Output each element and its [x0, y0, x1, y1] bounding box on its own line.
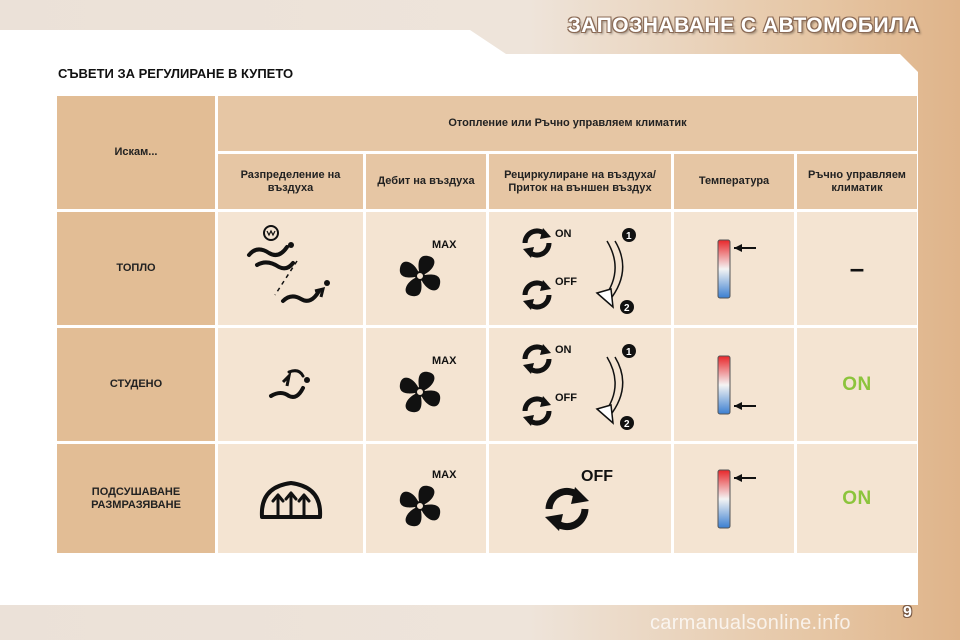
recirc-step-2: 2: [624, 302, 630, 314]
recirculation-cell-demist: [489, 444, 671, 553]
fan-max-icon: [386, 350, 466, 420]
recirc-off-label: OFF: [581, 467, 613, 485]
recirculation-cell-cold: [489, 328, 671, 441]
temperature-warm-icon: [704, 464, 764, 534]
recirculation-on-off-icon: [515, 219, 645, 319]
ac-cell-demist: [797, 444, 917, 553]
fan-max-label: MAX: [432, 238, 457, 251]
recirc-step-1: 1: [626, 346, 632, 358]
page-header-title: ЗАПОЗНАВАНЕ С АВТОМОБИЛА: [567, 14, 920, 37]
face-airflow-icon: [261, 360, 321, 410]
flow-cell-cold: [366, 328, 486, 441]
column-header-distribution: Разпределение на въздуха: [218, 154, 363, 209]
distribution-cell-cold: [218, 328, 363, 441]
row-label-demist: ПОДСУШАВАНЕ РАЗМРАЗЯВАНЕ: [57, 444, 215, 553]
settings-table: [57, 96, 917, 553]
column-header-ac: Ръчно управляем климатик: [797, 154, 917, 209]
row-label-warm: ТОПЛО: [57, 212, 215, 325]
recirculation-off-icon: [525, 459, 635, 539]
recirc-off-label: OFF: [555, 391, 577, 404]
ac-on-label: ON: [842, 488, 872, 509]
fan-max-icon: [386, 234, 466, 304]
recirc-step-1: 1: [626, 230, 632, 242]
recirc-on-label: ON: [555, 227, 572, 240]
ac-cell-warm: [797, 212, 917, 325]
column-header-flow: Дебит на въздуха: [366, 154, 486, 209]
fan-max-label: MAX: [432, 468, 457, 481]
temperature-warm-icon: [704, 234, 764, 304]
ac-cell-cold: [797, 328, 917, 441]
distribution-cell-demist: [218, 444, 363, 553]
section-title: СЪВЕТИ ЗА РЕГУЛИРАНЕ В КУПЕТО: [58, 66, 294, 81]
recirc-step-2: 2: [624, 418, 630, 430]
row-label-cold: СТУДЕНО: [57, 328, 215, 441]
flow-cell-demist: [366, 444, 486, 553]
recirc-on-label: ON: [555, 343, 572, 356]
page-number: 9: [903, 604, 912, 621]
recirculation-on-off-icon: [515, 335, 645, 435]
feet-and-windscreen-airflow-icon: [231, 219, 351, 319]
fan-max-label: MAX: [432, 354, 457, 367]
temperature-cell-warm: [674, 212, 794, 325]
corner-label: Искам...: [57, 96, 215, 209]
column-header-temperature: Температура: [674, 154, 794, 209]
recirculation-cell-warm: [489, 212, 671, 325]
ac-on-label: ON: [842, 374, 872, 395]
watermark: carmanualsonline.info: [650, 612, 851, 634]
temperature-cell-cold: [674, 328, 794, 441]
temperature-cold-icon: [704, 350, 764, 420]
windscreen-defrost-icon: [256, 471, 326, 527]
temperature-cell-demist: [674, 444, 794, 553]
group-header: Отопление или Ръчно управляем климатик: [218, 96, 917, 151]
flow-cell-warm: [366, 212, 486, 325]
distribution-cell-warm: [218, 212, 363, 325]
recirc-off-label: OFF: [555, 275, 577, 288]
column-header-recirculation: Рециркулиране на въздуха/Приток на външен въздух: [489, 154, 671, 209]
ac-dash-value: –: [849, 253, 865, 283]
fan-max-icon: [386, 464, 466, 534]
